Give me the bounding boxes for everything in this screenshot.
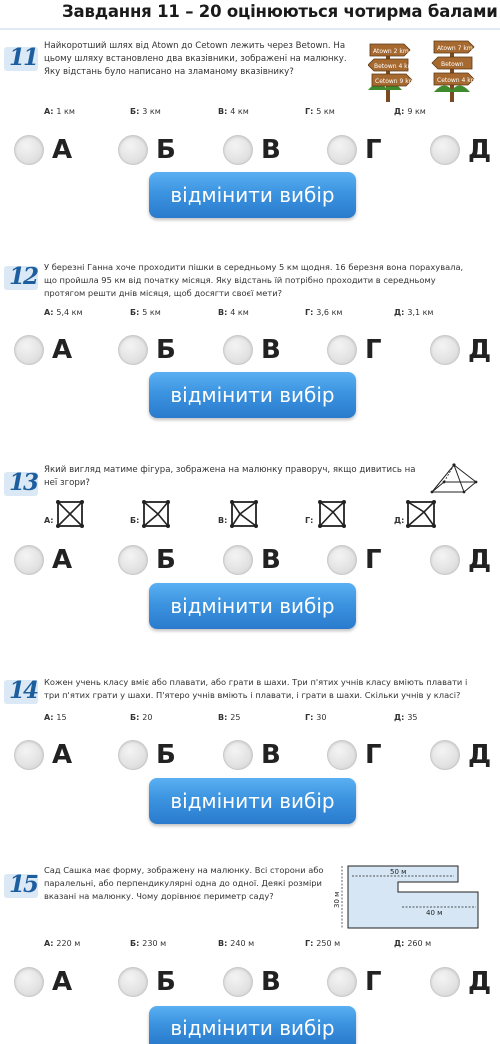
- option-d: Д: 3,1 км: [394, 308, 434, 317]
- radio-label-a: А: [52, 335, 73, 365]
- top-view-a: [56, 500, 84, 528]
- page-title: Завдання 11 – 20 оцінюються чотирма балами: [62, 2, 498, 21]
- option-a: А: 15: [44, 713, 67, 722]
- radio-b[interactable]: [118, 967, 148, 997]
- answer-options: [0, 939, 500, 951]
- option-g: Г: 30: [305, 713, 327, 722]
- radio-label-d: Д: [468, 335, 492, 365]
- reset-choice-button[interactable]: відмінити вибір: [149, 583, 356, 629]
- answer-radio-group: [0, 738, 500, 774]
- option-d: Д: 260 м: [394, 939, 432, 948]
- answer-radio-group: [0, 133, 500, 169]
- answer-options: [0, 713, 500, 725]
- radio-label-v: В: [261, 967, 281, 997]
- radio-a[interactable]: [14, 135, 44, 165]
- question-line: Сад Сашка має форму, зображену на малюнку. Всі сторони або: [44, 865, 324, 875]
- answer-options: [0, 308, 500, 320]
- option-d: Д: 35: [394, 713, 418, 722]
- question-line: неї згори?: [44, 478, 90, 488]
- top-view-d: [406, 500, 436, 528]
- option-b: Б: 5 км: [130, 308, 161, 317]
- radio-label-v: В: [261, 135, 281, 165]
- page-header: [0, 0, 500, 30]
- option-a: А:: [44, 516, 54, 525]
- radio-label-a: А: [52, 967, 73, 997]
- radio-b[interactable]: [118, 335, 148, 365]
- top-view-g: [318, 500, 346, 528]
- radio-v[interactable]: [223, 545, 253, 575]
- question-line: протягом решти днів місяця, щоб досягти своєї мети?: [44, 288, 283, 298]
- answer-options: [0, 107, 500, 119]
- radio-label-d: Д: [468, 545, 492, 575]
- question-line: що пройшла 95 км від початку місяця. Яку відстань їй потрібно проходити в середньому: [44, 275, 436, 285]
- radio-g[interactable]: [327, 335, 357, 365]
- option-a: А: 220 м: [44, 939, 81, 948]
- radio-label-g: Г: [365, 545, 382, 575]
- radio-v[interactable]: [223, 335, 253, 365]
- radio-a[interactable]: [14, 967, 44, 997]
- radio-v[interactable]: [223, 967, 253, 997]
- radio-label-b: Б: [156, 740, 176, 770]
- option-g: Г: 3,6 км: [305, 308, 343, 317]
- answer-radio-group: [0, 333, 500, 369]
- option-g: Г: 250 м: [305, 939, 341, 948]
- radio-label-a: А: [52, 740, 73, 770]
- radio-a[interactable]: [14, 545, 44, 575]
- question-line: Найкоротший шлях від Atown до Cetown лежить через Betown. На: [44, 41, 346, 51]
- radio-label-a: А: [52, 545, 73, 575]
- radio-d[interactable]: [430, 135, 460, 165]
- radio-a[interactable]: [14, 740, 44, 770]
- answer-radio-group: [0, 543, 500, 579]
- radio-label-d: Д: [468, 967, 492, 997]
- question-text: [44, 676, 467, 702]
- radio-label-b: Б: [156, 335, 176, 365]
- dimension-side: 30 м: [333, 891, 341, 908]
- radio-label-d: Д: [468, 135, 492, 165]
- radio-d[interactable]: [430, 967, 460, 997]
- garden-figure: [330, 862, 490, 932]
- reset-choice-button[interactable]: відмінити вибір: [149, 172, 356, 218]
- radio-label-g: Г: [365, 335, 382, 365]
- dimension-bottom: 40 м: [426, 909, 443, 917]
- radio-d[interactable]: [430, 545, 460, 575]
- radio-label-b: Б: [156, 967, 176, 997]
- option-d: Д:: [394, 516, 405, 525]
- option-d: Д: 9 км: [394, 107, 426, 116]
- radio-g[interactable]: [327, 740, 357, 770]
- pyramid-figure: [428, 462, 480, 496]
- radio-label-d: Д: [468, 740, 492, 770]
- radio-label-g: Г: [365, 740, 382, 770]
- option-g: Г:: [305, 516, 314, 525]
- radio-label-v: В: [261, 740, 281, 770]
- radio-g[interactable]: [327, 545, 357, 575]
- signposts-image: [368, 38, 498, 104]
- question-text: [44, 261, 463, 300]
- option-v: В: 25: [218, 713, 241, 722]
- option-v: В: 240 м: [218, 939, 255, 948]
- sign-text: Atown 2 km: [373, 48, 409, 55]
- radio-label-v: В: [261, 335, 281, 365]
- question-text: [44, 40, 347, 79]
- task-number: 15: [9, 871, 38, 898]
- reset-choice-button[interactable]: відмінити вибір: [149, 372, 356, 418]
- option-v: В: 4 км: [218, 308, 249, 317]
- radio-label-b: Б: [156, 135, 176, 165]
- sign-text: Atown 7 km: [437, 45, 473, 52]
- top-view-b: [142, 500, 170, 528]
- option-b: Б:: [130, 516, 140, 525]
- option-b: Б: 3 км: [130, 107, 161, 116]
- radio-b[interactable]: [118, 545, 148, 575]
- radio-label-v: В: [261, 545, 281, 575]
- option-v: В:: [218, 516, 228, 525]
- question-line: Яку відстань було написано на зламаному вказівнику?: [44, 67, 294, 77]
- option-g: Г: 5 км: [305, 107, 335, 116]
- radio-label-g: Г: [365, 967, 382, 997]
- sign-text: Betown 4 km: [374, 63, 414, 70]
- header-divider: [0, 28, 500, 30]
- radio-g[interactable]: [327, 967, 357, 997]
- reset-choice-button[interactable]: відмінити вибір: [149, 778, 356, 824]
- task-number: 13: [9, 469, 38, 496]
- question-line: паралельні, або перпендикулярні одна до одної. Деякі розміри: [44, 878, 322, 888]
- radio-b[interactable]: [118, 135, 148, 165]
- question-line: Який вигляд матиме фігура, зображена на малюнку праворуч, якщо дивитись на: [44, 465, 416, 475]
- radio-g[interactable]: [327, 135, 357, 165]
- option-b: Б: 20: [130, 713, 153, 722]
- sign-text: Cetown 9 km: [375, 78, 415, 85]
- radio-label-g: Г: [365, 135, 382, 165]
- task-number: 14: [9, 677, 38, 704]
- answer-radio-group: [0, 965, 500, 1001]
- sign-text: Cetown 4 km: [437, 77, 477, 84]
- reset-choice-button[interactable]: відмінити вибір: [149, 1006, 356, 1044]
- sign-text: Betown: [441, 61, 464, 68]
- option-b: Б: 230 м: [130, 939, 167, 948]
- option-v: В: 4 км: [218, 107, 249, 116]
- question-line: У березні Ганна хоче проходити пішки в середньому 5 км щодня. 16 березня вона порахувала,: [44, 262, 464, 272]
- question-text: [44, 864, 324, 903]
- question-line: три п'ятих грати у шахи. П'ятеро учнів вміють і плавати, і грати в шахи. Скільки учнів у класі?: [44, 690, 461, 700]
- radio-d[interactable]: [430, 740, 460, 770]
- radio-d[interactable]: [430, 335, 460, 365]
- task-number: 12: [9, 263, 38, 290]
- radio-b[interactable]: [118, 740, 148, 770]
- radio-v[interactable]: [223, 135, 253, 165]
- option-a: А: 5,4 км: [44, 308, 83, 317]
- dimension-top: 50 м: [390, 868, 407, 876]
- radio-v[interactable]: [223, 740, 253, 770]
- radio-a[interactable]: [14, 335, 44, 365]
- question-line: цьому шляху встановлено два вказівники, зображені на малюнку.: [44, 54, 347, 64]
- question-line: Кожен учень класу вміє або плавати, або грати в шахи. Три п'ятих учнів класу вміють плавати і: [44, 677, 468, 687]
- top-view-v: [230, 500, 258, 528]
- option-a: А: 1 км: [44, 107, 75, 116]
- question-line: вказані на малюнку. Чому дорівнює периметр саду?: [44, 891, 274, 901]
- radio-label-a: А: [52, 135, 73, 165]
- task-number: 11: [9, 44, 38, 71]
- question-text: [44, 464, 416, 490]
- radio-label-b: Б: [156, 545, 176, 575]
